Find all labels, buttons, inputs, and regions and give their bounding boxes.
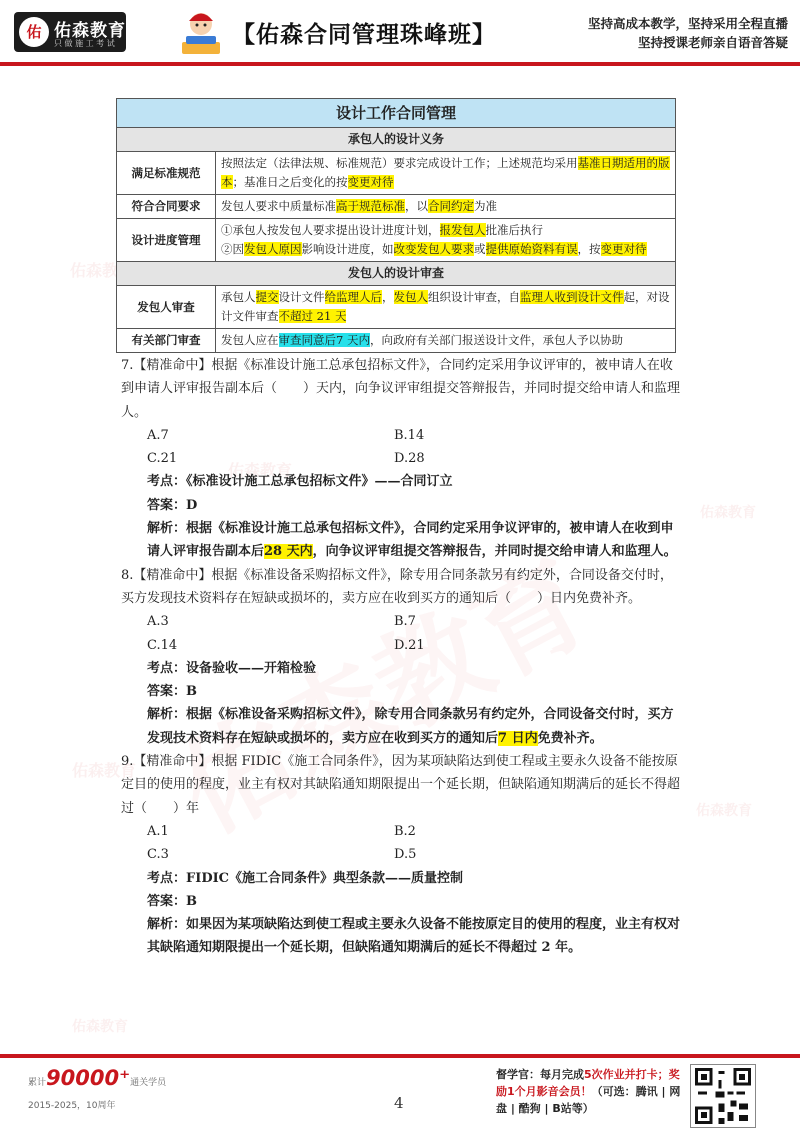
slogan-line-2: 坚持授课老师亲自语音答疑	[637, 35, 788, 50]
question-answer: 答案：B	[147, 893, 198, 909]
brand-logo	[14, 12, 126, 52]
header-rule	[0, 62, 800, 66]
table-section-header: 发包人的设计审查	[117, 262, 676, 286]
question-analysis: 解析：如果因为某项缺陷达到使工程或主要永久设备不能按原定目的使用的程度，业主有权对其缺陷通知期限提出一个延长期，但缺陷通知期满后的延长不得超过 2 年。	[147, 917, 681, 956]
option: B.2	[394, 823, 416, 839]
question-answer: 答案：D	[147, 497, 198, 513]
design-contract-table	[116, 98, 676, 353]
graduate-count: 累计90000⁺通关学员	[28, 1066, 167, 1090]
mascot-icon	[178, 6, 224, 56]
question-stem: 7.【精准命中】根据《标准设计施工总承包招标文件》，合同约定采用争议评审的，被申请人在收到申请人评审报告副本后（ ）天内，向争议评审组提交答辩报告，并同时提交给申请人和监理人。	[121, 358, 681, 420]
watermark: 佑森教育	[72, 1019, 128, 1035]
logo-name: 佑森教育	[54, 21, 126, 41]
question-options	[121, 447, 681, 470]
option: C.3	[147, 847, 169, 863]
row-label: 满足标准规范	[117, 152, 216, 195]
row-label: 设计进度管理	[117, 219, 216, 262]
qr-code-icon	[690, 1064, 756, 1128]
option: D.5	[394, 847, 417, 863]
row-content: 按照法定（法律法规、标准规范）要求完成设计工作；上述规范均采用基准日期适用的版本；基准日之后变化的按变更对待	[216, 152, 676, 195]
question-options	[121, 820, 681, 843]
watermark: 佑森教育	[700, 505, 756, 521]
question-options	[121, 843, 681, 866]
watermark: 佑森教育	[228, 461, 293, 480]
row-content: 发包人应在审查同意后7 天内，向政府有关部门报送设计文件，承包人予以协助	[216, 329, 676, 353]
row-label: 有关部门审查	[117, 329, 216, 353]
table-row	[117, 329, 676, 353]
question-options	[121, 424, 681, 447]
question-point: 考点：设备验收——开箱检验	[147, 660, 317, 676]
header-title: 【佑森合同管理珠峰班】	[232, 22, 496, 48]
watermark: 佑森教育	[70, 261, 135, 280]
option: A.3	[147, 614, 169, 630]
question-stem: 9.【精准命中】根据 FIDIC《施工合同条件》，因为某项缺陷达到使工程或主要永久设备不能按原定目的使用的程度，业主有权对其缺陷通知期限提出一个延长期，但缺陷通知期满后的延长不得超过（ ）年	[121, 754, 681, 816]
years-text: 2015-2025，10周年	[28, 1101, 116, 1111]
question-analysis: 解析：根据《标准设备采购招标文件》，除专用合同条款另有约定外，合同设备交付时，买方发现技术资料存在短缺或损坏的，卖方应在收到买方的通知后7 日内免费补齐。	[147, 707, 674, 746]
footer-rule	[0, 1054, 800, 1058]
table-section-header: 承包人的设计义务	[117, 128, 676, 152]
table-title: 设计工作合同管理	[117, 99, 676, 128]
option: D.28	[394, 451, 425, 467]
question-options	[121, 610, 681, 633]
row-content: ①承包人按发包人要求提出设计进度计划，报发包人批准后执行 ②因发包人原因影响设计进度，如改变发包人要求或提供原始资料有误，按变更对待	[216, 219, 676, 262]
row-content: 承包人提交设计文件给监理人后，发包人组织设计审查，自监理人收到设计文件起，对设计文件审查不超过 21 天	[216, 286, 676, 329]
option: C.21	[147, 451, 178, 467]
row-label: 发包人审查	[117, 286, 216, 329]
table-row	[117, 195, 676, 219]
logo-mark-icon: 佑	[19, 17, 49, 47]
page-number: 4	[394, 1094, 404, 1112]
question-point: 考点：《标准设计施工总承包招标文件》——合同订立	[147, 474, 453, 490]
question-list	[121, 354, 681, 960]
option: A.7	[147, 427, 169, 443]
question-stem: 8.【精准命中】根据《标准设备采购招标文件》，除专用合同条款另有约定外，合同设备交付时，买方发现技术资料存在短缺或损坏的，卖方应在收到买方的通知后（ ）日内免费补齐。	[121, 567, 673, 606]
promo-text: 督学官：每月完成5次作业并打卡；奖励1个月影音会员！（可选：腾讯 | 网盘 | 酷狗 | B站等）	[496, 1068, 681, 1115]
table-row	[117, 219, 676, 262]
question-point: 考点：FIDIC《施工合同条件》典型条款——质量控制	[147, 870, 464, 886]
question-analysis: 解析：根据《标准设计施工总承包招标文件》，合同约定采用争议评审的，被申请人在收到申请人评审报告副本后28 天内，向争议评审组提交答辩报告，并同时提交给申请人和监理人。	[147, 521, 677, 560]
table-row	[117, 152, 676, 195]
row-content: 发包人要求中质量标准高于规范标准，以合同约定为准	[216, 195, 676, 219]
question-options	[121, 634, 681, 657]
option: D.21	[394, 637, 425, 653]
table-row	[117, 286, 676, 329]
option: A.1	[147, 823, 169, 839]
question-answer: 答案：B	[147, 684, 198, 700]
option: B.7	[394, 614, 416, 630]
watermark: 佑森教育	[696, 803, 752, 819]
option: C.14	[147, 637, 178, 653]
option: B.14	[394, 427, 425, 443]
page-header	[0, 0, 800, 62]
slogan-line-1: 坚持高成本教学，坚持采用全程直播	[587, 16, 788, 31]
watermark: 佑森教育	[72, 761, 137, 780]
logo-subtitle: 只 做 施 工 考 试	[54, 39, 115, 48]
row-label: 符合合同要求	[117, 195, 216, 219]
